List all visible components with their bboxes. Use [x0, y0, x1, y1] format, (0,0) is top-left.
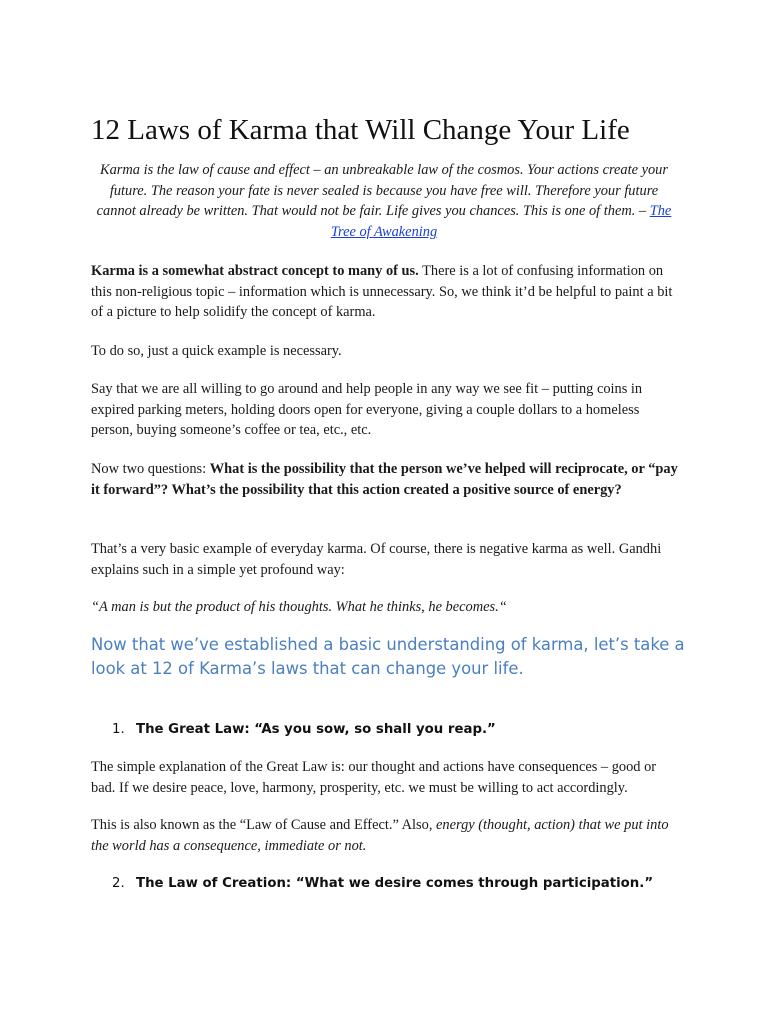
paragraph-helping-people-text: Say that we are all willing to go around and help people in any way we see fit – putting coins in expired parking meters, holding doors open for everyone, giving a couple dollars to a homeless person, buying someone’s coffee or tea, etc., etc. — [91, 381, 643, 439]
paragraph-karma-abstract-rest: There is a lot of confusing information on this non-religious topic – information which is unnecessary. So, we think it’d be helpful to paint a bit of a picture to help solidify the concept of karma. — [91, 263, 673, 321]
paragraph-helping-people — [91, 379, 681, 441]
paragraph-cause-effect — [91, 815, 681, 856]
article-title: 12 Laws of Karma that Will Change Your Life — [91, 114, 630, 146]
intro-quote — [91, 160, 677, 243]
gandhi-quote: “A man is but the product of his thoughts. What he thinks, he becomes.“ — [91, 599, 507, 615]
paragraph-quick-example: To do so, just a quick example is necessary. — [91, 343, 342, 359]
paragraph-karma-abstract-bold: Karma is a somewhat abstract concept to many of us. — [91, 263, 419, 279]
tree-of-awakening-link[interactable]: The Tree of Awakening — [330, 203, 672, 241]
paragraph-everyday-karma: That’s a very basic example of everyday karma. Of course, there is negative karma as well. Gandhi explains such in a simple yet profound way: — [91, 541, 662, 578]
law-1-heading — [112, 720, 712, 740]
law-2-text: The Law of Creation: “What we desire comes through participation.” — [136, 876, 654, 891]
law-2-number: 2. — [112, 876, 125, 891]
paragraph-karma-abstract — [91, 261, 681, 323]
paragraph-great-law: The simple explanation of the Great Law is: our thought and actions have consequences – good or bad. If we desire peace, love, harmony, prosperity, etc. we must be willing to act accordingly. — [91, 759, 657, 796]
paragraph-two-questions-bold: What is the possibility that the person we’ve helped will reciprocate, or “pay it forward”? What’s the possibility that this action created a positive source of energy? — [91, 461, 678, 498]
intro-quote-text: Karma is the law of cause and effect – an unbreakable law of the cosmos. Your actions create your future. The reason your fate is never sealed is because you have free will. Therefore your future cannot already be written. That would not be fair. Life gives you chances. This is one of them. – — [96, 162, 668, 220]
paragraph-cause-effect-italic: energy (thought, action) that we put into the world has a consequence, immediate or not. — [91, 817, 669, 854]
law-2-heading — [112, 874, 712, 894]
paragraph-cause-effect-lead: This is also known as the “Law of Cause and Effect.” Also, — [91, 817, 437, 833]
paragraph-two-questions — [91, 459, 681, 500]
paragraph-two-questions-lead: Now two questions: — [91, 461, 210, 477]
law-1-number: 1. — [112, 722, 125, 737]
section-heading-laws: Now that we’ve established a basic understanding of karma, let’s take a look at 12 of Karma’s laws that can change your life. — [91, 635, 685, 678]
law-1-text: The Great Law: “As you sow, so shall you reap.” — [136, 722, 496, 737]
